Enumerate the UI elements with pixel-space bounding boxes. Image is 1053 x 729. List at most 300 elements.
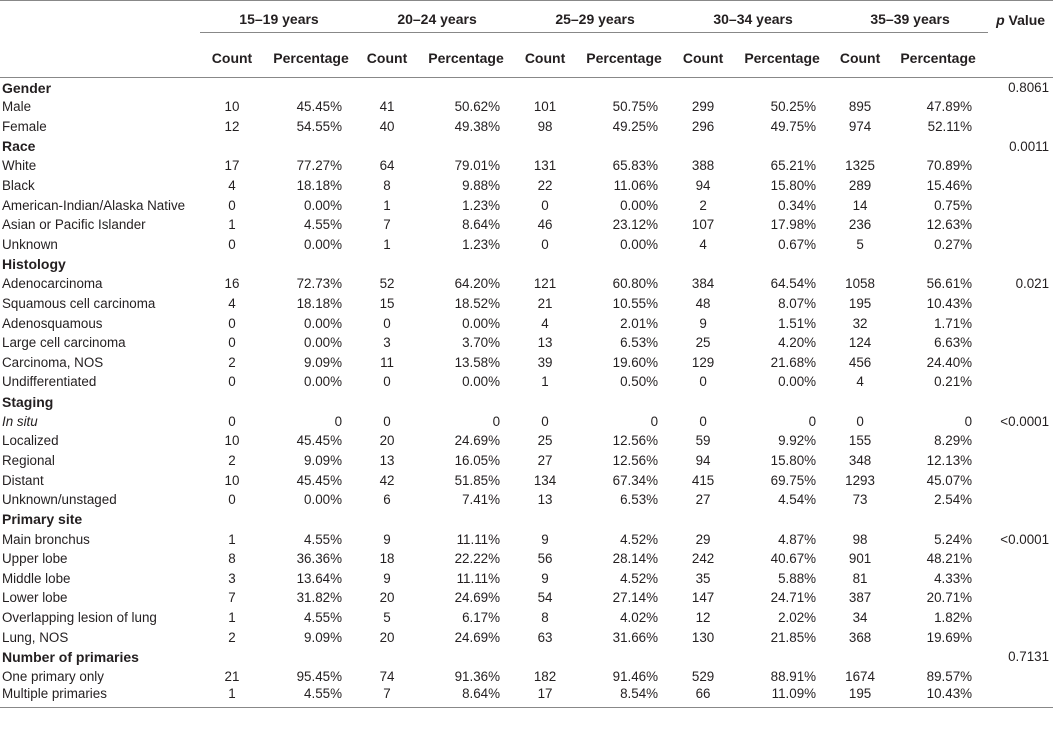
count-cell: 134 xyxy=(533,472,557,488)
percentage-cell: 27.14% xyxy=(612,590,659,606)
table-row xyxy=(0,608,1053,628)
category-row xyxy=(0,78,1053,98)
percentage-cell xyxy=(732,136,832,156)
count-cell xyxy=(674,136,732,156)
count-cell: 20 xyxy=(379,433,395,449)
p-value-cell xyxy=(988,156,1053,176)
count-cell: 41 xyxy=(379,99,395,115)
percentage-cell xyxy=(264,136,358,156)
count-cell: 1 xyxy=(228,610,236,626)
count-cell: 0 xyxy=(228,197,236,213)
table-row xyxy=(0,549,1053,569)
percentage-cell: 4.55% xyxy=(304,531,343,547)
percentage-cell: 10.55% xyxy=(612,295,659,311)
p-value-cell xyxy=(988,490,1053,510)
count-cell: 34 xyxy=(852,610,868,626)
count-cell: 5 xyxy=(856,236,864,252)
count-cell: 9 xyxy=(383,531,391,547)
count-cell: 13 xyxy=(537,335,553,351)
category-row xyxy=(0,136,1053,156)
count-cell: 2 xyxy=(699,197,707,213)
percentage-header: Percentage xyxy=(744,50,820,66)
p-value-cell xyxy=(988,215,1053,235)
count-cell: 129 xyxy=(691,354,715,370)
count-cell: 40 xyxy=(379,119,395,135)
percentage-cell: 69.75% xyxy=(770,472,817,488)
count-cell: 456 xyxy=(848,354,872,370)
p-value-cell: 0.7131 xyxy=(1008,649,1050,665)
count-cell: 9 xyxy=(541,531,549,547)
p-value-header: p Value xyxy=(996,12,1046,28)
count-cell xyxy=(674,647,732,667)
table-row xyxy=(0,117,1053,137)
percentage-cell: 8.54% xyxy=(620,686,659,702)
row-label: Main bronchus xyxy=(2,531,90,547)
p-value-cell xyxy=(988,451,1053,471)
percentage-cell: 19.60% xyxy=(612,354,659,370)
p-value-cell xyxy=(988,588,1053,608)
percentage-cell: 0.00% xyxy=(462,315,501,331)
count-cell xyxy=(674,510,732,530)
percentage-cell: 0 xyxy=(808,413,817,429)
percentage-cell: 52.11% xyxy=(927,119,973,135)
row-label: Overlapping lesion of lung xyxy=(2,610,157,626)
count-cell: 0 xyxy=(228,413,236,429)
count-cell: 182 xyxy=(533,669,557,685)
count-cell: 10 xyxy=(224,99,240,115)
percentage-header: Percentage xyxy=(273,50,349,66)
row-label: Undifferentiated xyxy=(2,374,97,390)
percentage-cell xyxy=(264,510,358,530)
count-cell: 9 xyxy=(541,570,549,586)
group-header: 35–39 years xyxy=(832,1,988,40)
p-value-cell xyxy=(988,195,1053,215)
count-cell: 29 xyxy=(695,531,711,547)
percentage-cell: 9.88% xyxy=(462,178,501,194)
row-label: Multiple primaries xyxy=(2,686,107,702)
count-cell: 974 xyxy=(848,119,872,135)
percentage-cell: 1.51% xyxy=(778,315,817,331)
percentage-cell: 0.67% xyxy=(778,236,817,252)
percentage-cell: 1.23% xyxy=(462,197,501,213)
count-cell xyxy=(358,254,416,274)
percentage-cell xyxy=(888,510,988,530)
count-cell xyxy=(358,647,416,667)
category-row xyxy=(0,510,1053,530)
percentage-cell xyxy=(888,392,988,412)
p-value-cell xyxy=(988,313,1053,333)
count-cell: 8 xyxy=(228,551,236,567)
percentage-cell xyxy=(416,647,516,667)
p-value-cell xyxy=(988,235,1053,255)
percentage-cell: 15.80% xyxy=(770,452,817,468)
percentage-cell xyxy=(416,254,516,274)
count-cell: 35 xyxy=(695,570,711,586)
percentage-cell: 11.11% xyxy=(456,570,501,586)
p-value-cell xyxy=(988,392,1053,412)
percentage-cell: 9.09% xyxy=(304,452,343,468)
count-cell: 2 xyxy=(228,354,236,370)
percentage-header: Percentage xyxy=(586,50,662,66)
percentage-cell: 50.25% xyxy=(770,99,817,115)
count-cell: 2 xyxy=(228,452,236,468)
count-cell: 388 xyxy=(691,158,715,174)
percentage-cell: 9.92% xyxy=(778,433,817,449)
count-cell xyxy=(358,78,416,98)
percentage-cell: 64.54% xyxy=(770,276,817,292)
percentage-cell: 91.36% xyxy=(454,669,501,685)
p-value-cell xyxy=(988,667,1053,687)
count-cell xyxy=(516,392,574,412)
percentage-cell: 4.52% xyxy=(620,570,659,586)
percentage-cell: 77.27% xyxy=(296,158,343,174)
group-header: 15–19 years xyxy=(200,1,358,40)
count-cell xyxy=(832,510,888,530)
count-cell: 17 xyxy=(224,158,240,174)
row-label: Unknown xyxy=(2,236,58,252)
table-row xyxy=(0,490,1053,510)
percentage-cell xyxy=(574,647,674,667)
p-value-cell xyxy=(988,176,1053,196)
table-body xyxy=(0,78,1053,708)
count-cell: 7 xyxy=(383,217,391,233)
percentage-cell: 8.64% xyxy=(462,686,501,702)
p-value-cell: 0.021 xyxy=(1015,276,1050,292)
count-cell: 8 xyxy=(383,178,391,194)
count-cell: 10 xyxy=(224,433,240,449)
count-cell xyxy=(516,647,574,667)
percentage-cell xyxy=(732,510,832,530)
count-cell: 16 xyxy=(224,276,240,292)
row-label: Unknown/unstaged xyxy=(2,492,117,508)
count-cell: 348 xyxy=(848,452,872,468)
percentage-cell xyxy=(888,254,988,274)
count-cell: 121 xyxy=(533,276,557,292)
percentage-cell xyxy=(732,392,832,412)
row-label: Upper lobe xyxy=(2,551,68,567)
p-value-cell xyxy=(988,294,1053,314)
percentage-cell: 67.34% xyxy=(612,472,659,488)
percentage-cell xyxy=(732,647,832,667)
group-header: 25–29 years xyxy=(516,1,674,40)
percentage-cell: 0 xyxy=(964,413,973,429)
percentage-cell: 0.00% xyxy=(304,492,343,508)
table-row xyxy=(0,569,1053,589)
percentage-cell xyxy=(264,78,358,98)
count-cell: 48 xyxy=(695,295,711,311)
count-cell: 3 xyxy=(383,335,391,351)
table-row xyxy=(0,274,1053,294)
category-row xyxy=(0,254,1053,274)
count-cell: 94 xyxy=(695,178,711,194)
count-cell: 98 xyxy=(537,119,553,135)
count-cell xyxy=(200,254,264,274)
group-header: 20–24 years xyxy=(358,1,516,40)
count-cell: 21 xyxy=(537,295,553,311)
percentage-cell: 2.54% xyxy=(934,492,973,508)
table-row xyxy=(0,333,1053,353)
count-cell: 0 xyxy=(699,374,707,390)
percentage-cell: 11.06% xyxy=(613,178,659,194)
count-cell: 2 xyxy=(228,629,236,645)
p-value-cell xyxy=(988,470,1053,490)
row-label: Localized xyxy=(2,433,59,449)
percentage-cell: 51.85% xyxy=(454,472,501,488)
row-label: Female xyxy=(2,119,47,135)
percentage-cell: 13.64% xyxy=(296,570,343,586)
percentage-cell: 16.05% xyxy=(454,452,501,468)
percentage-cell xyxy=(416,510,516,530)
table-row xyxy=(0,588,1053,608)
count-cell: 25 xyxy=(537,433,553,449)
p-value-cell xyxy=(988,254,1053,274)
count-cell: 1 xyxy=(228,531,236,547)
p-value-cell xyxy=(988,117,1053,137)
count-cell: 11 xyxy=(380,354,394,370)
count-cell: 1 xyxy=(383,197,391,213)
count-cell: 1674 xyxy=(845,669,875,685)
percentage-cell: 49.75% xyxy=(770,119,817,135)
count-cell: 3 xyxy=(228,570,236,586)
count-cell: 1 xyxy=(541,374,549,390)
percentage-cell: 0.00% xyxy=(304,315,343,331)
count-cell xyxy=(832,78,888,98)
percentage-cell: 11.09% xyxy=(771,686,817,702)
count-cell: 0 xyxy=(541,197,549,213)
percentage-cell xyxy=(732,254,832,274)
count-cell: 0 xyxy=(228,315,236,331)
count-cell: 13 xyxy=(537,492,553,508)
table-row xyxy=(0,667,1053,687)
percentage-cell: 19.69% xyxy=(926,629,973,645)
count-cell xyxy=(832,647,888,667)
percentage-cell: 0.00% xyxy=(304,335,343,351)
percentage-cell: 3.70% xyxy=(462,335,501,351)
percentage-cell xyxy=(574,254,674,274)
count-cell: 0 xyxy=(383,413,391,429)
percentage-cell: 6.63% xyxy=(934,335,973,351)
category-label: Number of primaries xyxy=(2,648,139,665)
count-cell: 10 xyxy=(224,472,240,488)
count-cell: 74 xyxy=(379,669,395,685)
count-cell: 94 xyxy=(695,452,711,468)
percentage-cell: 50.75% xyxy=(612,99,659,115)
percentage-cell: 54.55% xyxy=(296,119,343,135)
percentage-cell: 2.01% xyxy=(620,315,659,331)
percentage-cell xyxy=(416,136,516,156)
count-cell: 107 xyxy=(691,217,715,233)
percentage-cell: 4.55% xyxy=(304,686,343,702)
count-cell xyxy=(200,647,264,667)
category-label: Histology xyxy=(2,256,66,273)
count-cell xyxy=(516,510,574,530)
table-row xyxy=(0,352,1053,372)
count-cell: 131 xyxy=(533,158,557,174)
percentage-cell xyxy=(416,78,516,98)
table-row xyxy=(0,372,1053,392)
table-row xyxy=(0,431,1053,451)
percentage-cell: 45.45% xyxy=(296,99,343,115)
table-row xyxy=(0,235,1053,255)
percentage-cell: 0.50% xyxy=(620,374,659,390)
percentage-cell: 0.00% xyxy=(304,374,343,390)
percentage-cell: 36.36% xyxy=(296,551,343,567)
percentage-cell xyxy=(264,392,358,412)
percentage-cell: 21.68% xyxy=(770,354,817,370)
percentage-header: Percentage xyxy=(900,50,976,66)
percentage-cell xyxy=(574,136,674,156)
count-header: Count xyxy=(211,50,253,66)
count-cell xyxy=(358,136,416,156)
count-cell xyxy=(358,510,416,530)
count-cell: 289 xyxy=(848,178,872,194)
count-cell: 0 xyxy=(541,236,549,252)
p-value-cell: 0.0011 xyxy=(1009,138,1050,154)
count-cell: 195 xyxy=(848,686,872,702)
count-cell: 130 xyxy=(691,629,715,645)
count-cell: 101 xyxy=(533,99,557,115)
percentage-cell: 9.09% xyxy=(304,354,343,370)
percentage-cell: 0 xyxy=(334,413,343,429)
percentage-cell: 11.11% xyxy=(456,531,501,547)
percentage-cell: 47.89% xyxy=(926,99,973,115)
percentage-cell: 31.82% xyxy=(296,590,343,606)
count-cell: 12 xyxy=(224,119,240,135)
category-row xyxy=(0,392,1053,412)
count-cell: 236 xyxy=(848,217,872,233)
count-cell: 4 xyxy=(541,315,549,331)
percentage-cell: 50.62% xyxy=(454,99,501,115)
count-cell: 39 xyxy=(537,354,553,370)
percentage-cell: 10.43% xyxy=(926,295,973,311)
category-label: Race xyxy=(2,138,36,155)
percentage-cell: 23.12% xyxy=(612,217,659,233)
percentage-cell: 7.41% xyxy=(462,492,501,508)
count-cell: 4 xyxy=(228,295,236,311)
count-cell: 0 xyxy=(228,236,236,252)
row-label: Lung, NOS xyxy=(2,629,69,645)
percentage-cell: 15.46% xyxy=(926,178,973,194)
percentage-cell: 5.88% xyxy=(778,570,817,586)
percentage-cell: 88.91% xyxy=(770,669,817,685)
percentage-cell: 65.83% xyxy=(612,158,659,174)
table-row xyxy=(0,451,1053,471)
table-row xyxy=(0,470,1053,490)
percentage-cell: 31.66% xyxy=(612,629,659,645)
count-cell: 5 xyxy=(383,610,391,626)
row-label: Regional xyxy=(2,452,55,468)
percentage-cell: 6.53% xyxy=(620,335,659,351)
percentage-cell: 79.01% xyxy=(454,158,501,174)
percentage-cell: 60.80% xyxy=(612,276,659,292)
percentage-cell xyxy=(264,254,358,274)
percentage-cell: 1.82% xyxy=(934,610,973,626)
p-value-cell xyxy=(988,608,1053,628)
percentage-cell: 0.00% xyxy=(620,236,659,252)
percentage-cell: 45.07% xyxy=(926,472,973,488)
percentage-cell: 89.57% xyxy=(926,669,973,685)
percentage-cell xyxy=(888,136,988,156)
percentage-cell: 24.40% xyxy=(926,354,973,370)
count-cell: 1 xyxy=(383,236,391,252)
count-cell: 0 xyxy=(541,413,549,429)
percentage-cell xyxy=(574,510,674,530)
table-row xyxy=(0,627,1053,647)
count-cell: 0 xyxy=(699,413,707,429)
count-cell: 895 xyxy=(848,99,872,115)
count-cell: 18 xyxy=(379,551,395,567)
count-cell xyxy=(674,78,732,98)
count-cell xyxy=(200,136,264,156)
percentage-cell: 18.52% xyxy=(454,295,501,311)
count-cell xyxy=(358,392,416,412)
count-cell: 529 xyxy=(691,669,715,685)
percentage-cell: 49.38% xyxy=(454,119,501,135)
percentage-cell: 45.45% xyxy=(296,472,343,488)
percentage-cell: 4.33% xyxy=(934,570,973,586)
count-cell: 7 xyxy=(383,686,391,702)
category-label: Gender xyxy=(2,79,52,96)
table-row xyxy=(0,195,1053,215)
p-value-cell: <0.0001 xyxy=(1000,531,1050,547)
count-cell xyxy=(200,510,264,530)
count-cell: 195 xyxy=(848,295,872,311)
count-header: Count xyxy=(524,50,566,66)
count-cell: 6 xyxy=(383,492,391,508)
count-header: Count xyxy=(366,50,408,66)
percentage-cell xyxy=(888,647,988,667)
count-cell: 9 xyxy=(383,570,391,586)
count-cell: 901 xyxy=(848,551,872,567)
table-row xyxy=(0,97,1053,117)
percentage-cell xyxy=(264,647,358,667)
percentage-cell: 21.85% xyxy=(770,629,817,645)
percentage-cell xyxy=(888,78,988,98)
percentage-cell: 45.45% xyxy=(296,433,343,449)
p-value-cell xyxy=(988,627,1053,647)
sub-header-row xyxy=(0,39,1053,78)
percentage-header: Percentage xyxy=(428,50,504,66)
count-cell: 46 xyxy=(537,217,553,233)
percentage-cell: 1.23% xyxy=(462,236,501,252)
percentage-cell: 8.29% xyxy=(934,433,973,449)
row-label: Adenocarcinoma xyxy=(2,276,103,292)
row-label: Lower lobe xyxy=(2,590,68,606)
percentage-cell: 0 xyxy=(492,413,501,429)
count-cell: 0 xyxy=(383,315,391,331)
count-cell xyxy=(674,392,732,412)
group-header: 30–34 years xyxy=(674,1,832,40)
count-cell: 368 xyxy=(848,629,872,645)
percentage-cell: 28.14% xyxy=(612,551,659,567)
row-label: Male xyxy=(2,99,32,115)
p-value-cell xyxy=(988,510,1053,530)
percentage-cell: 0.00% xyxy=(304,197,343,213)
table-row xyxy=(0,176,1053,196)
table-row xyxy=(0,686,1053,708)
percentage-cell: 95.45% xyxy=(296,669,343,685)
percentage-cell: 6.17% xyxy=(462,610,501,626)
percentage-cell: 40.67% xyxy=(770,551,817,567)
count-cell: 124 xyxy=(848,335,872,351)
count-cell: 387 xyxy=(848,590,872,606)
p-value-cell xyxy=(988,352,1053,372)
percentage-cell: 0.27% xyxy=(934,236,973,252)
count-cell: 0 xyxy=(228,492,236,508)
percentage-cell: 24.71% xyxy=(770,590,817,606)
count-cell: 8 xyxy=(541,610,549,626)
percentage-cell: 4.52% xyxy=(620,531,659,547)
